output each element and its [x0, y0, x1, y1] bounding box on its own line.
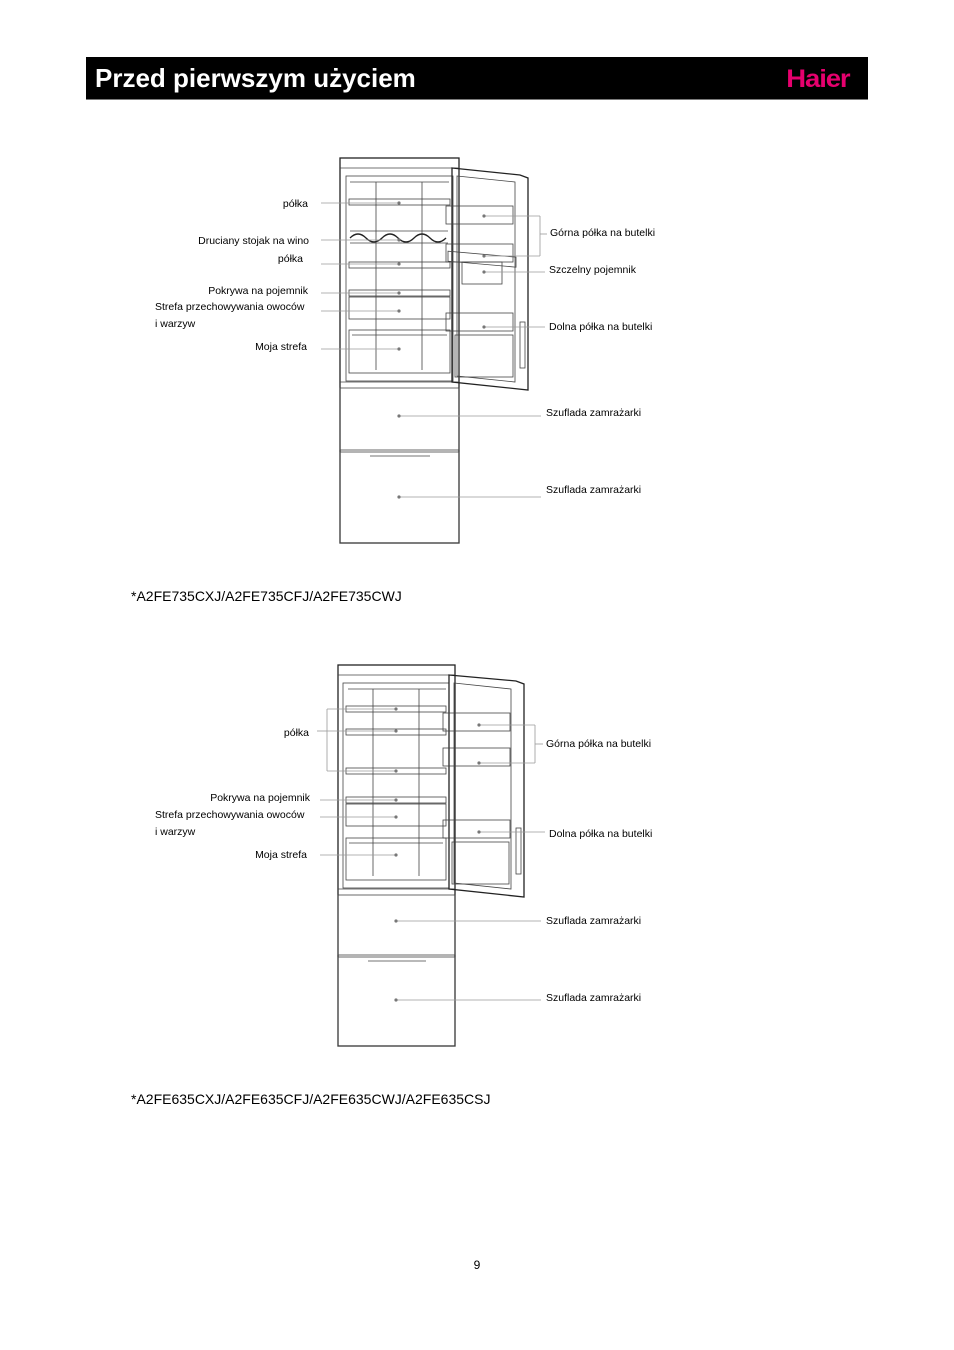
label-shelf-top: półka: [282, 198, 308, 210]
label-upper-bottle: Górna półka na butelki: [550, 227, 656, 239]
page-number: 9: [473, 1258, 481, 1272]
model-caption-1: *A2FE735CXJ/A2FE735CFJ/A2FE735CWJ: [131, 588, 402, 604]
label-upper-bottle-2: Górna półka na butelki: [546, 738, 652, 750]
fridge-compartment-2: [343, 683, 449, 888]
freezer-drawer-2a: [338, 895, 455, 955]
fridge-diagram-2: [155, 665, 652, 1046]
page-title: Przed pierwszym użyciem: [95, 63, 416, 93]
label-lower-bottle-2: Dolna półka na butelki: [549, 828, 653, 840]
label-freezer-1: Szuflada zamrażarki: [546, 407, 642, 419]
label-shelf-mid: półka: [277, 253, 303, 265]
label-lid: Pokrywa na pojemnik: [208, 285, 308, 297]
fridge-door-1: [452, 168, 528, 390]
label-sealed-box: Szczelny pojemnik: [549, 264, 636, 276]
label-crisper-2-line1: Strefa przechowywania owoców: [155, 809, 305, 821]
label-freezer-2b: Szuflada zamrażarki: [546, 992, 642, 1004]
label-crisper-line1: Strefa przechowywania owoców: [155, 301, 305, 313]
label-freezer-2: Szuflada zamrażarki: [546, 484, 642, 496]
label-crisper-line2: i warzyw: [155, 318, 196, 330]
haier-logo: Haier: [786, 65, 850, 93]
label-my-zone-2: Moja strefa: [255, 849, 307, 861]
label-my-zone: Moja strefa: [255, 341, 307, 353]
label-lower-bottle: Dolna półka na butelki: [549, 321, 653, 333]
fridge-diagram-1: [155, 158, 655, 543]
label-wine-rack: Druciany stojak na wino: [198, 235, 309, 247]
freezer-drawer-1a: [340, 388, 459, 450]
label-shelf: półka: [283, 727, 309, 739]
label-freezer-2a: Szuflada zamrażarki: [546, 915, 642, 927]
label-crisper-2-line2: i warzyw: [155, 826, 196, 838]
label-lid-2: Pokrywa na pojemnik: [210, 792, 310, 804]
fridge-door-2: [449, 675, 524, 897]
model-caption-2: *A2FE635CXJ/A2FE635CFJ/A2FE635CWJ/A2FE635CSJ: [131, 1091, 491, 1107]
